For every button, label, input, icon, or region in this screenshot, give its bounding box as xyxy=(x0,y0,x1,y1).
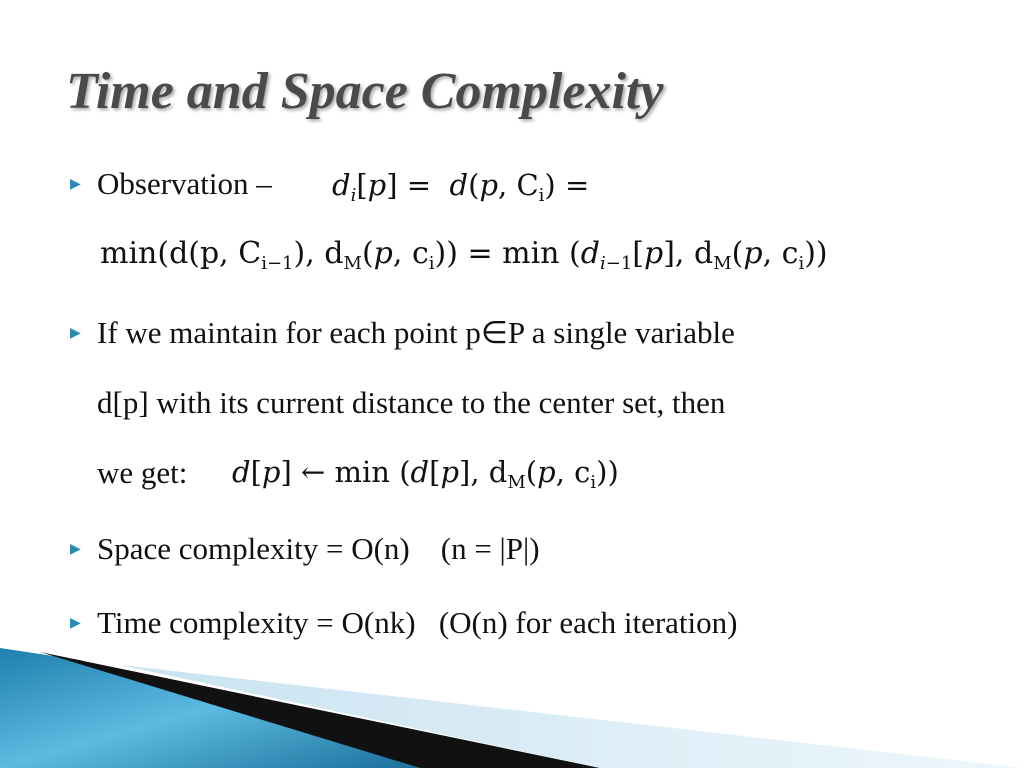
triangle-bullet-icon: ▶ xyxy=(70,177,81,192)
observation-equation-2: min(d(p, $C_{i-1}$), $d_M(p$, $c_i)) = \min (d_{i-1}[p]$, $d_M(p$, $c_i$)) xyxy=(100,236,828,274)
bullet-maintain-line3: we get: xyxy=(97,455,188,490)
triangle-bullet-icon: ▶ xyxy=(70,326,81,341)
bullet-maintain-line2: d[p] with its current distance to the center set, then xyxy=(97,385,726,420)
bullet-maintain-line1: If we maintain for each point p∈P a single variable xyxy=(97,315,735,350)
triangle-bullet-icon: ▶ xyxy=(70,542,81,557)
bullet-time-complexity: Time complexity = O(nk) (O(n) for each iteration) xyxy=(97,605,738,640)
slide-title: Time and Space Complexity xyxy=(66,63,664,120)
bullet-space-complexity: Space complexity = O(n) (n = |P|) xyxy=(97,531,540,566)
update-rule-equation: d[p] ← min (d[p], $d_M(p$, $c_i$)) xyxy=(232,455,619,493)
bullet-observation-label: Observation – xyxy=(97,166,272,201)
triangle-bullet-icon: ▶ xyxy=(70,616,81,631)
observation-equation-1: $d_i[p] = d(p$, $C_i$) = xyxy=(332,168,590,206)
